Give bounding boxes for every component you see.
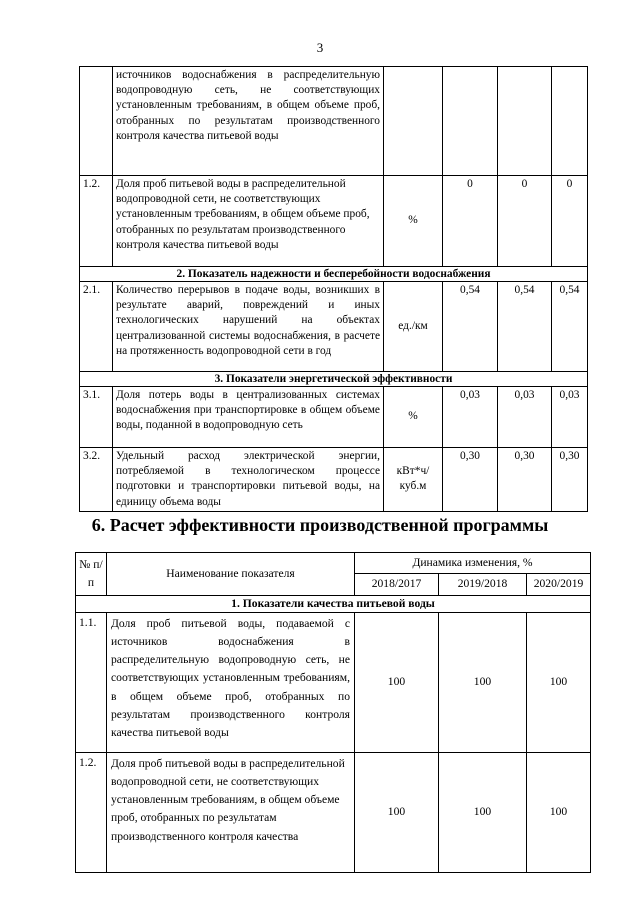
- col-header-num: № п/п: [76, 553, 107, 596]
- value-cell: [498, 67, 552, 176]
- page-number: 3: [316, 40, 324, 55]
- indicator-name: Доля потерь воды в централизованных системах водоснабжения при транспортировке в общем объеме воды, поданной в водопроводную сеть: [113, 387, 384, 448]
- value-cell: 0,54: [498, 282, 552, 372]
- section-row: [80, 267, 588, 282]
- section-heading: 6. Расчет эффективности производственной программы: [91, 515, 549, 535]
- value-cell: 0,30: [443, 448, 498, 512]
- indicator-name: Удельный расход электрической энергии, потребляемой в технологическом процессе подготовки и транспортировки питьевой воды, на единицу объема воды: [113, 448, 384, 512]
- value-cell: 0,54: [443, 282, 498, 372]
- row-number: [80, 67, 113, 176]
- unit-cell: %: [384, 387, 443, 448]
- table-row: [76, 612, 591, 752]
- unit-cell: кВт*ч/куб.м: [384, 448, 443, 512]
- row-number: 1.2.: [80, 176, 113, 267]
- section-title: 3. Показатели энергетической эффективности: [80, 372, 588, 387]
- value-cell: 0: [443, 176, 498, 267]
- row-number: 1.1.: [76, 612, 107, 752]
- section-title: 1. Показатели качества питьевой воды: [76, 595, 591, 612]
- unit-cell: [384, 67, 443, 176]
- value-cell: 0: [552, 176, 588, 267]
- indicator-name: Доля проб питьевой воды в распределительной водопроводной сети, не соответствующих установленным требованиям, в общем объеме проб, отобранных по результатам производственного контроля качества: [107, 752, 355, 872]
- value-cell: 100: [355, 752, 439, 872]
- value-cell: 0,30: [498, 448, 552, 512]
- table-row: [80, 176, 588, 267]
- col-header-year: 2020/2019: [527, 574, 591, 595]
- table-row: [76, 752, 591, 872]
- col-header-name: Наименование показателя: [107, 553, 355, 596]
- col-header-year: 2019/2018: [439, 574, 527, 595]
- table-row: [80, 282, 588, 372]
- value-cell: 100: [527, 612, 591, 752]
- value-cell: [443, 67, 498, 176]
- indicator-name: источников водоснабжения в распределительную водопроводную сеть, не соответствующих установленным требованиям, в общем объеме проб, отобранных по результатам производственного контроля качества питьевой воды: [113, 67, 384, 176]
- unit-cell: %: [384, 176, 443, 267]
- col-header-dynamics: Динамика изменения, %: [355, 553, 591, 574]
- value-cell: 100: [355, 612, 439, 752]
- table-row: [80, 67, 588, 176]
- value-cell: 0,03: [552, 387, 588, 448]
- row-number: 3.1.: [80, 387, 113, 448]
- value-cell: 0,03: [498, 387, 552, 448]
- value-cell: 0,30: [552, 448, 588, 512]
- value-cell: 100: [439, 752, 527, 872]
- col-header-year: 2018/2017: [355, 574, 439, 595]
- value-cell: 0: [498, 176, 552, 267]
- value-cell: 0,03: [443, 387, 498, 448]
- indicator-name: Доля проб питьевой воды, подаваемой с источников водоснабжения в распределительную водопроводную сеть, не соответствующих установленным требованиям, в общем объеме проб, отобранных по результатам производственного контроля качества питьевой воды: [107, 612, 355, 752]
- efficiency-table: [75, 552, 591, 873]
- row-number: 1.2.: [76, 752, 107, 872]
- section-row: [76, 595, 591, 612]
- indicators-table: [79, 66, 588, 512]
- table-row: [80, 448, 588, 512]
- indicator-name: Количество перерывов в подаче воды, возникших в результате аварий, повреждений и иных технологических нарушений на объектах централизованной системы водоснабжения, в расчете на протяженность водопроводной сети в год: [113, 282, 384, 372]
- row-number: 2.1.: [80, 282, 113, 372]
- indicator-name: Доля проб питьевой воды в распределительной водопроводной сети, не соответствующих установленным требованиям, в общем объеме проб, отобранных по результатам производственного контроля качества питьевой воды: [113, 176, 384, 267]
- value-cell: 100: [439, 612, 527, 752]
- row-number: 3.2.: [80, 448, 113, 512]
- value-cell: 100: [527, 752, 591, 872]
- unit-cell: ед./км: [384, 282, 443, 372]
- value-cell: 0,54: [552, 282, 588, 372]
- header-row: [76, 553, 591, 574]
- value-cell: [552, 67, 588, 176]
- table-row: [80, 387, 588, 448]
- section-row: [80, 372, 588, 387]
- section-title: 2. Показатель надежности и бесперебойности водоснабжения: [80, 267, 588, 282]
